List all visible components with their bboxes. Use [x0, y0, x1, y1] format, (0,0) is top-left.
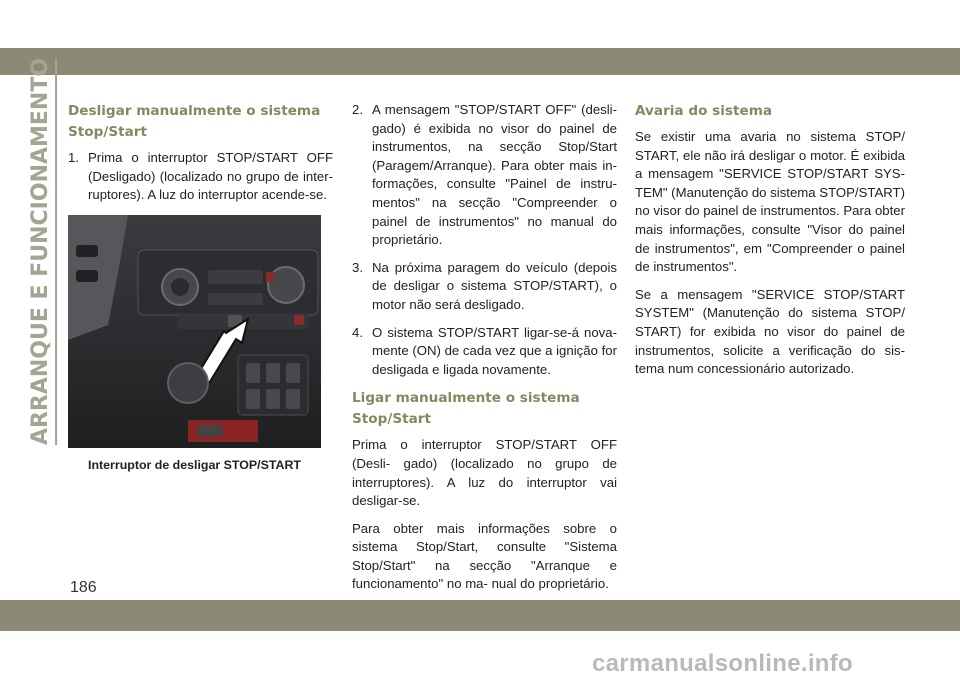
left-knob-center	[171, 278, 189, 296]
heading-manual-on: Ligar manualmente o sistema Stop/Start	[352, 390, 580, 428]
button-row	[208, 293, 263, 305]
step-text: A mensagem "STOP/START OFF" (desli- gado) é exibida no visor do painel de instrumentos, na secção Stop/Start (Paragem/Arranque). Para obter mais in- formações, consulte "Painel de instru- mentos" na secção "Compreender o painel de instrumentos" no manual do proprietário.	[372, 102, 617, 248]
list-item	[352, 259, 617, 315]
list-item	[352, 324, 617, 380]
window-switch	[246, 363, 260, 383]
step-text: Prima o interruptor STOP/START OFF (Desligado) (localizado no grupo de inter- ruptores). A luz do interruptor acende-se.	[88, 150, 333, 203]
page-number: 186	[70, 579, 97, 596]
column-1	[68, 101, 333, 474]
top-band	[0, 48, 960, 75]
heading-manual-off: Desligar manualmente o sistema Stop/Start	[68, 103, 321, 140]
usb-port	[198, 425, 223, 437]
red-indicator	[294, 315, 304, 325]
step-number: 1.	[68, 150, 79, 165]
paragraph: Prima o interruptor STOP/START OFF (Desli- gado) (localizado no grupo de interruptores). A luz do interruptor vai desligar-se.	[352, 437, 617, 509]
column-3	[635, 101, 905, 388]
dashboard-illustration	[68, 215, 321, 448]
wheel-button	[76, 245, 98, 257]
figure-caption: Interruptor de desligar STOP/START	[88, 457, 301, 472]
red-indicator	[266, 272, 274, 282]
steps-list-1	[68, 149, 333, 205]
button-row	[208, 270, 263, 284]
bottom-band	[0, 600, 960, 631]
step-number: 4.	[352, 324, 363, 340]
window-switch	[266, 389, 280, 409]
window-switch	[246, 389, 260, 409]
lower-knob	[168, 363, 208, 403]
heading-system-fault: Avaria do sistema	[635, 103, 773, 119]
step-number: 2.	[352, 102, 363, 117]
list-item	[68, 149, 333, 205]
list-item	[352, 101, 617, 250]
watermark: carmanualsonline.info	[592, 650, 854, 677]
paragraph: Se existir uma avaria no sistema STOP/ START, ele não irá desligar o motor. É exibida a mensagem "SERVICE STOP/START SYS- TEM" (Manutenção do sistema STOP/START) no visor do painel de instrumentos. Para obter mais informações, consulte "Visor do painel de instrumentos", em "Compreender o painel de instrumentos".	[635, 129, 905, 275]
section-tab	[24, 57, 62, 446]
window-switch	[286, 363, 300, 383]
paragraph: Se a mensagem "SERVICE STOP/START SYSTEM" (Manutenção do sistema STOP/ START) for exibida no visor do painel de instrumentos, solicite a verificação do sis- tema num concessionário autorizado.	[635, 286, 905, 377]
step-text: O sistema STOP/START ligar-se-á nova- mente (ON) de cada vez que a ignição for desligada e ligada novamente.	[372, 324, 617, 377]
section-tab-label: ARRANQUE E FUNCIONAMENTO	[29, 58, 58, 445]
wheel-button	[76, 270, 98, 282]
step-text: Na próxima paragem do veículo (depois de desligar o sistema STOP/START), o motor não será desligado.	[372, 259, 617, 312]
window-switch	[286, 389, 300, 409]
step-number: 3.	[352, 259, 363, 275]
switch-photo	[68, 215, 321, 448]
window-switch	[266, 363, 280, 383]
steps-list-2	[352, 101, 617, 379]
column-2	[352, 101, 617, 603]
paragraph: Para obter mais informações sobre o sistema Stop/Start, consulte "Sistema Stop/Start" na secção "Arranque e funcionamento" no ma- nual do proprietário.	[352, 520, 617, 592]
